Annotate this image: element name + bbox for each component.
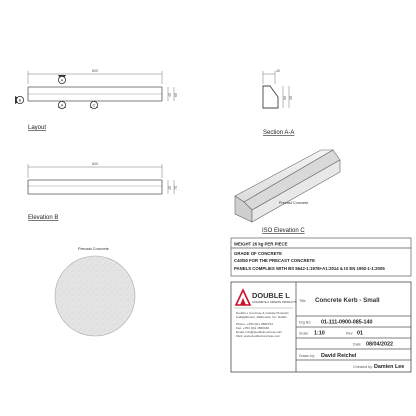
layout-view bbox=[15, 69, 178, 131]
elevation-view bbox=[28, 162, 178, 221]
notes-box bbox=[231, 238, 411, 276]
rev-label: Rev: bbox=[346, 331, 354, 336]
section-title: Section A-A bbox=[263, 130, 295, 136]
checked-value: Damien Lee bbox=[374, 364, 405, 370]
svg-text:B: B bbox=[18, 97, 22, 103]
date-label: Date: bbox=[353, 342, 362, 347]
iso-view bbox=[235, 150, 340, 234]
address-line: Double L Concrete & Granite Products bbox=[236, 311, 289, 315]
section-dim-h1: 60 bbox=[283, 96, 287, 100]
drawn-label: Drawn by: bbox=[299, 354, 316, 358]
section-marker-icon bbox=[90, 101, 98, 108]
address-line: Web: www.doublelconcrete.com bbox=[236, 334, 280, 338]
address-line: Phone: +353 (0)1 4580724 bbox=[236, 322, 273, 326]
layout-dim-h2: 60 bbox=[174, 93, 178, 97]
note-standards: PANELS COMPLIES WITH BS 5642-1:1978+A1:2014 & IS EN 1992-1-1:2005 bbox=[234, 266, 385, 271]
logo-text: DOUBLE L bbox=[252, 291, 290, 300]
rev-value: 01 bbox=[357, 330, 363, 337]
elevation-dim-h1: 45 bbox=[168, 186, 172, 190]
layout-dim-length: 600 bbox=[92, 69, 98, 73]
iso-label: Precast Concrete bbox=[279, 201, 309, 205]
address-line: Email: info@doublelconcrete.com bbox=[236, 330, 283, 334]
title-block bbox=[231, 282, 411, 372]
date-value: 08/04/2022 bbox=[366, 341, 393, 348]
elevation-dim-h2: 75 bbox=[174, 186, 178, 190]
note-weight: WEIGHT 26 kg PER PIECE bbox=[234, 241, 288, 247]
title-value: Concrete Kerb - Small bbox=[315, 297, 380, 304]
title-label: Title bbox=[299, 299, 306, 303]
note-grade-spec: C40/50 FOR THE PRECAST CONCRETE bbox=[234, 258, 315, 263]
section-dim-h2: 25 bbox=[289, 96, 293, 100]
elevation-title: Elevation B bbox=[28, 215, 59, 221]
elevation-dim-length: 600 bbox=[92, 162, 98, 166]
checked-label: Checked by: bbox=[353, 365, 373, 369]
section-view bbox=[263, 69, 294, 136]
svg-text:A: A bbox=[60, 77, 64, 83]
section-marker-icon bbox=[58, 101, 66, 108]
scale-value: 1:10 bbox=[314, 330, 325, 337]
layout-dim-h1: 40 bbox=[168, 93, 172, 97]
section-marker-icon bbox=[58, 75, 66, 84]
address-line: Fax: +353 (0)1 4580160 bbox=[236, 326, 270, 330]
note-grade: GRADE OF CONCRETE bbox=[234, 251, 282, 256]
drg-value: 01-111-0900-085-140 bbox=[321, 319, 373, 326]
address-line: Callaghbrown, Rathcoole, Co. Dublin bbox=[236, 315, 287, 319]
section-marker-icon bbox=[15, 96, 24, 104]
svg-text:C: C bbox=[92, 102, 96, 108]
concrete-sample bbox=[55, 246, 135, 336]
iso-title: ISO Elevation C bbox=[262, 228, 305, 234]
logo-subtext: CONCRETE & GRANITE PRODUCTS bbox=[252, 301, 297, 304]
sample-label: Precast Concrete bbox=[78, 246, 109, 251]
section-dim-top: 40 bbox=[276, 69, 280, 73]
layout-title: Layout bbox=[28, 125, 47, 131]
drg-label: Drg No: bbox=[299, 320, 312, 325]
drawn-value: David Reichel bbox=[321, 353, 357, 359]
svg-text:A: A bbox=[60, 102, 64, 108]
scale-label: Scale: bbox=[299, 331, 309, 336]
